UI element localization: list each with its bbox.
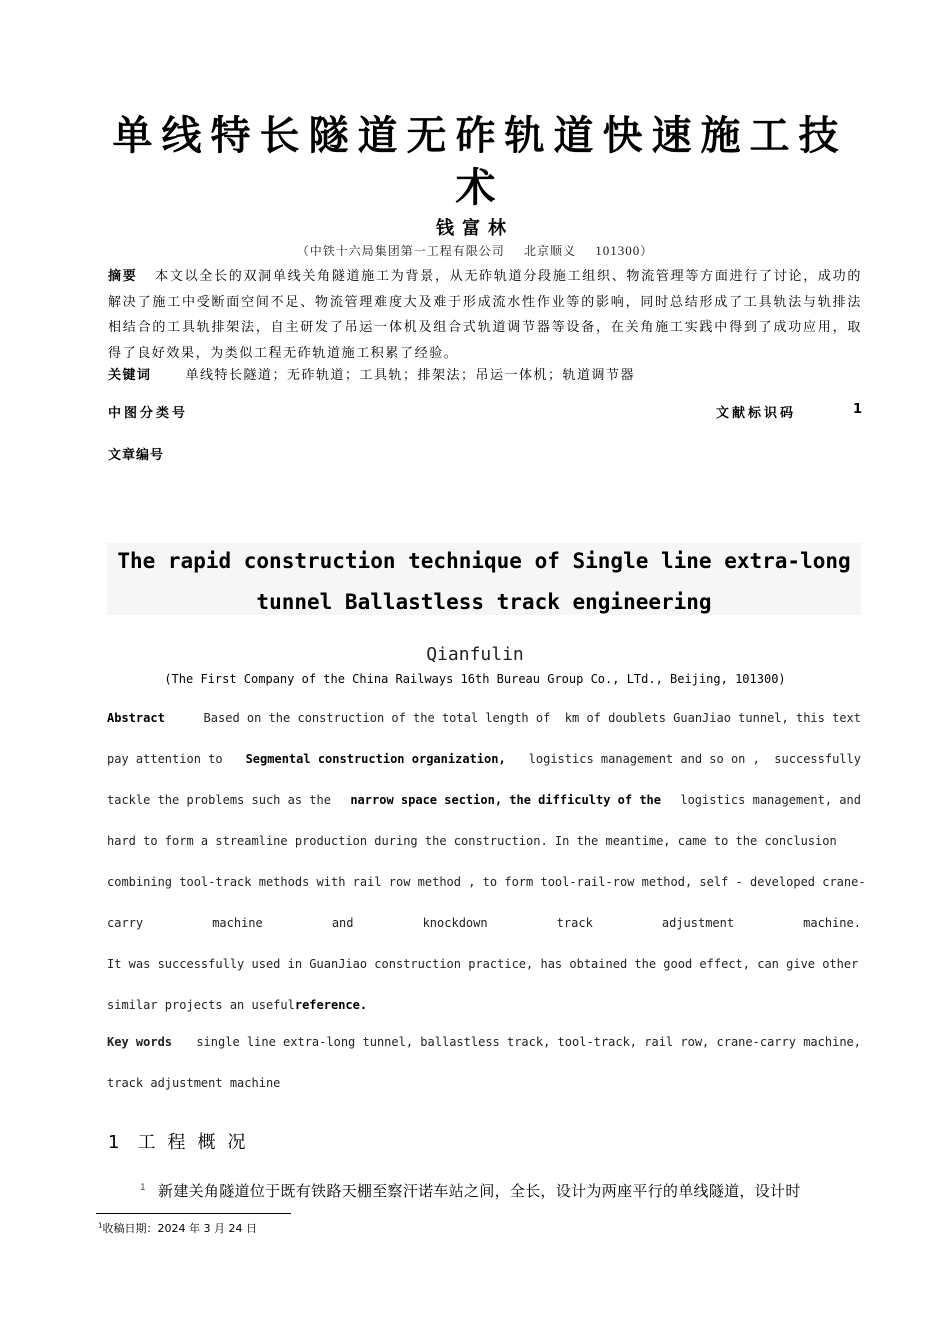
clc-label: 中图分类号 <box>108 406 189 421</box>
affiliation-org: 中铁十六局集团第一工程有限公司 <box>309 244 505 258</box>
abstract-en-word: and <box>331 916 354 930</box>
abstract-en-text: combining tool-track methods with rail row method , to form tool-rail-row method, self - developed crane- <box>107 875 866 889</box>
doc-code-value: 1 <box>853 402 863 417</box>
keywords-en <box>107 1030 861 1112</box>
article-number-label: 文章编号 <box>108 448 165 463</box>
doc-code-label: 文献标识码 <box>716 406 797 421</box>
keywords-en-text: single line extra-long tunnel, ballastless track, tool-track, rail row, crane-carry machine, <box>196 1035 861 1049</box>
section-title: 工程概况 <box>137 1132 258 1153</box>
abstract-en-text: pay attention to <box>107 752 223 766</box>
abstract-en-word: machine. <box>803 916 861 930</box>
abstract-en-word: track <box>556 916 593 930</box>
abstract-en-line <box>107 952 861 993</box>
affiliation-open: （ <box>296 244 310 258</box>
abstract-en-line <box>107 870 866 911</box>
abstract-en <box>107 706 866 1034</box>
author-name-cn: 钱富林 <box>436 218 514 239</box>
abstract-en-text: tackle the problems such as the <box>107 793 331 807</box>
abstract-en-word: knockdown <box>422 916 488 930</box>
section-heading <box>108 1128 257 1154</box>
abstract-en-text: It was successfully used in GuanJiao construction practice, has obtained the good effect, can give other <box>107 957 859 971</box>
paper-title-en-line1: The rapid construction technique of Single line extra-long <box>117 549 851 573</box>
abstract-en-line <box>107 993 861 1034</box>
footnote-divider <box>96 1213 291 1214</box>
abstract-en-emphasis: narrow space section, the difficulty of the <box>350 793 661 807</box>
abstract-en-line <box>107 747 861 788</box>
paper-title-en <box>107 541 861 623</box>
paper-title-cn: 单线特长隧道无砟轨道快速施工技术 <box>112 113 848 211</box>
body-paragraph-text: 新建关角隧道位于既有铁路天棚至察汗诺车站之间，全长，设计为两座平行的单线隧道，设计时 <box>158 1182 801 1200</box>
paper-title-en-line2: tunnel Ballastless track engineering <box>256 590 712 614</box>
abstract-en-line <box>107 788 861 829</box>
affiliation-city: 北京顺义 <box>524 244 577 258</box>
abstract-en-emphasis: Segmental construction organization, <box>245 752 506 766</box>
abstract-en-label: Abstract <box>107 711 165 725</box>
abstract-cn-label: 摘要 <box>108 269 138 284</box>
abstract-en-line <box>107 706 861 747</box>
keywords-en-label: Key words <box>107 1035 173 1049</box>
keywords-cn <box>108 364 635 383</box>
abstract-en-word: carry <box>107 916 144 930</box>
abstract-en-word: machine <box>212 916 263 930</box>
footnote-marker: 1 <box>140 1183 147 1193</box>
abstract-en-word: adjustment <box>661 916 735 930</box>
abstract-en-line <box>107 911 861 952</box>
affiliation-en: (The First Company of the China Railways 16th Bureau Group Co., LTd., Beijing, 101300) <box>164 672 786 686</box>
body-paragraph <box>140 1180 801 1201</box>
abstract-en-text: hard to form a streamline production during the construction. In the meantime, came to the conclusion <box>107 834 837 848</box>
keywords-en-text: track adjustment machine <box>107 1076 281 1090</box>
affiliation-cn <box>0 242 950 259</box>
affiliation-postcode: 101300 <box>595 243 641 258</box>
abstract-en-line <box>107 829 861 870</box>
abstract-en-text: logistics management and so on , successfully <box>528 752 861 766</box>
keywords-cn-text: 单线特长隧道；无砟轨道；工具轨；排架法；吊运一体机；轨道调节器 <box>185 368 636 383</box>
affiliation-close: ） <box>640 244 654 258</box>
abstract-en-emphasis: reference. <box>294 998 368 1012</box>
footnote <box>98 1220 257 1236</box>
abstract-en-text: similar projects an useful <box>107 998 295 1012</box>
keywords-en-line <box>107 1071 861 1112</box>
footnote-text: 收稿日期：2024 年 3 月 24 日 <box>102 1222 257 1235</box>
abstract-cn <box>108 264 862 366</box>
abstract-en-text: Based on the construction of the total length of km of doublets GuanJiao tunnel, this text <box>203 711 861 725</box>
abstract-cn-text: 本文以全长的双洞单线关角隧道施工为背景，从无砟轨道分段施工组织、物流管理等方面进行了讨论，成功的解决了施工中受断面空间不足、物流管理难度大及难于形成流水性作业等的影响，同时总结形成了工具轨法与轨排法相结合的工具轨排架法，自主研发了吊运一体机及组合式轨道调节器等设备，在关角施工实践中得到了成功应用，取得了良好效果，为类似工程无砟轨道施工积累了经验。 <box>108 269 862 361</box>
author-name-en: Qianfulin <box>426 644 524 665</box>
keywords-cn-label: 关键词 <box>108 368 152 383</box>
keywords-en-line <box>107 1030 861 1071</box>
section-number: 1 <box>108 1132 132 1153</box>
abstract-en-text: logistics management, and <box>680 793 861 807</box>
footnote-sup: 1 <box>98 1221 103 1230</box>
